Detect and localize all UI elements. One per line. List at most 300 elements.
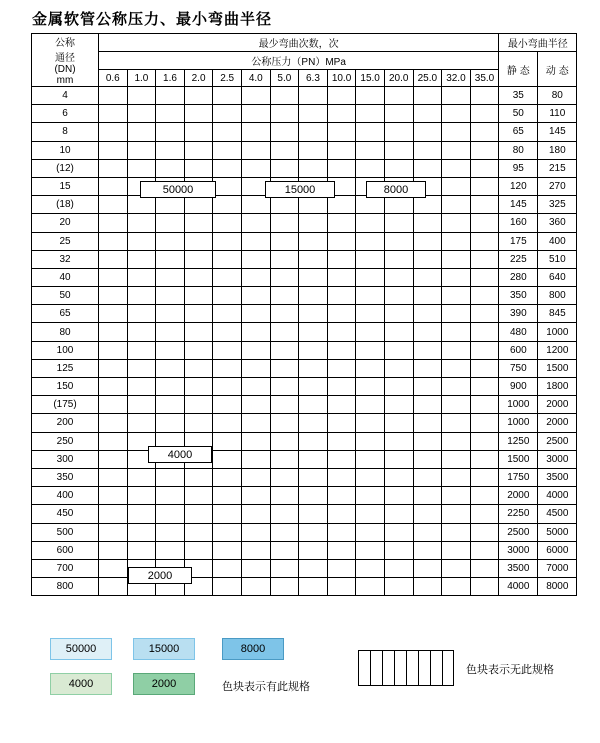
row-radius-static: 1750 — [499, 468, 538, 486]
cell-r0-c5 — [241, 87, 270, 105]
cell-r10-c6 — [270, 268, 299, 286]
cell-r14-c0 — [99, 341, 128, 359]
header-pressure-cols — [32, 70, 577, 87]
table-row — [32, 468, 577, 486]
row-radius-static: 1500 — [499, 450, 538, 468]
header-pressure-col-2: 1.6 — [156, 70, 185, 87]
row-radius-dynamic: 6000 — [538, 541, 577, 559]
row-dn: 300 — [32, 450, 99, 468]
cell-r18-c10 — [384, 414, 413, 432]
cell-r9-c4 — [213, 250, 242, 268]
cell-r7-c10 — [384, 214, 413, 232]
cell-r17-c11 — [413, 396, 442, 414]
row-dn: 400 — [32, 487, 99, 505]
cell-r7-c11 — [413, 214, 442, 232]
table-row — [32, 232, 577, 250]
cell-r23-c7 — [299, 505, 328, 523]
row-dn: 25 — [32, 232, 99, 250]
header-pressure-col-5: 4.0 — [241, 70, 270, 87]
cell-r7-c2 — [156, 214, 185, 232]
cell-r25-c8 — [327, 541, 356, 559]
cell-r18-c12 — [442, 414, 471, 432]
cell-r26-c5 — [241, 559, 270, 577]
cell-r23-c12 — [442, 505, 471, 523]
cell-r22-c4 — [213, 487, 242, 505]
cell-r19-c9 — [356, 432, 385, 450]
cell-r1-c3 — [184, 105, 213, 123]
cell-r4-c8 — [327, 159, 356, 177]
header-bend-times: 最少弯曲次数，次 — [99, 34, 499, 52]
table-row — [32, 414, 577, 432]
cell-r6-c2 — [156, 196, 185, 214]
legend-swatch-0: 50000 — [50, 638, 112, 660]
cell-r22-c9 — [356, 487, 385, 505]
cell-r1-c4 — [213, 105, 242, 123]
cell-r25-c5 — [241, 541, 270, 559]
cell-r22-c6 — [270, 487, 299, 505]
cell-r23-c2 — [156, 505, 185, 523]
cell-r15-c6 — [270, 359, 299, 377]
cell-r1-c2 — [156, 105, 185, 123]
cell-r27-c4 — [213, 578, 242, 596]
cell-r8-c13 — [470, 232, 499, 250]
cell-r24-c10 — [384, 523, 413, 541]
row-dn: 350 — [32, 468, 99, 486]
table-row — [32, 287, 577, 305]
cell-r0-c11 — [413, 87, 442, 105]
cell-r22-c8 — [327, 487, 356, 505]
cell-r13-c6 — [270, 323, 299, 341]
cell-r23-c0 — [99, 505, 128, 523]
cell-r26-c10 — [384, 559, 413, 577]
cell-r9-c10 — [384, 250, 413, 268]
table-row — [32, 250, 577, 268]
cell-r24-c11 — [413, 523, 442, 541]
row-dn: 4 — [32, 87, 99, 105]
cell-r16-c5 — [241, 378, 270, 396]
header-pressure-col-13: 35.0 — [470, 70, 499, 87]
cell-r22-c5 — [241, 487, 270, 505]
cell-r27-c6 — [270, 578, 299, 596]
cell-r9-c6 — [270, 250, 299, 268]
cell-r4-c13 — [470, 159, 499, 177]
row-radius-dynamic: 180 — [538, 141, 577, 159]
row-radius-static: 175 — [499, 232, 538, 250]
cell-r8-c7 — [299, 232, 328, 250]
cell-r21-c12 — [442, 468, 471, 486]
cell-r3-c6 — [270, 141, 299, 159]
cell-r23-c13 — [470, 505, 499, 523]
row-radius-dynamic: 1500 — [538, 359, 577, 377]
cell-r5-c12 — [442, 177, 471, 195]
cell-r9-c2 — [156, 250, 185, 268]
row-radius-dynamic: 3000 — [538, 450, 577, 468]
cell-r4-c2 — [156, 159, 185, 177]
cell-r3-c5 — [241, 141, 270, 159]
row-radius-static: 160 — [499, 214, 538, 232]
cell-r12-c0 — [99, 305, 128, 323]
row-radius-dynamic: 360 — [538, 214, 577, 232]
cell-r1-c6 — [270, 105, 299, 123]
cell-r18-c11 — [413, 414, 442, 432]
cell-r15-c1 — [127, 359, 156, 377]
cell-r21-c3 — [184, 468, 213, 486]
cell-r24-c8 — [327, 523, 356, 541]
header-dn-line-0: 公称 — [55, 38, 75, 49]
cell-r9-c3 — [184, 250, 213, 268]
cell-r19-c5 — [241, 432, 270, 450]
table-row — [32, 487, 577, 505]
cell-r13-c5 — [241, 323, 270, 341]
cell-r13-c3 — [184, 323, 213, 341]
row-dn: 450 — [32, 505, 99, 523]
cell-r10-c2 — [156, 268, 185, 286]
header-pressure-col-9: 15.0 — [356, 70, 385, 87]
cell-r9-c7 — [299, 250, 328, 268]
cell-r3-c7 — [299, 141, 328, 159]
row-radius-dynamic: 8000 — [538, 578, 577, 596]
cell-r3-c10 — [384, 141, 413, 159]
cell-r4-c6 — [270, 159, 299, 177]
header-radius: 最小弯曲半径 — [499, 34, 577, 52]
cell-r11-c4 — [213, 287, 242, 305]
cell-r17-c3 — [184, 396, 213, 414]
row-radius-static: 280 — [499, 268, 538, 286]
cell-r10-c0 — [99, 268, 128, 286]
row-dn: 500 — [32, 523, 99, 541]
cell-r3-c1 — [127, 141, 156, 159]
cell-r4-c11 — [413, 159, 442, 177]
cell-r7-c5 — [241, 214, 270, 232]
cell-r23-c8 — [327, 505, 356, 523]
cell-r14-c10 — [384, 341, 413, 359]
cell-r0-c9 — [356, 87, 385, 105]
cell-r12-c3 — [184, 305, 213, 323]
cell-r14-c8 — [327, 341, 356, 359]
cell-r10-c12 — [442, 268, 471, 286]
cell-r6-c11 — [413, 196, 442, 214]
cell-r15-c2 — [156, 359, 185, 377]
row-dn: 100 — [32, 341, 99, 359]
cell-r13-c13 — [470, 323, 499, 341]
cell-r20-c12 — [442, 450, 471, 468]
cell-r12-c12 — [442, 305, 471, 323]
cell-r8-c1 — [127, 232, 156, 250]
header-pressure: 公称压力（PN）MPa — [99, 52, 499, 70]
row-dn: 700 — [32, 559, 99, 577]
cell-r10-c3 — [184, 268, 213, 286]
cell-r9-c9 — [356, 250, 385, 268]
cell-r3-c3 — [184, 141, 213, 159]
cell-r10-c8 — [327, 268, 356, 286]
header-pressure-col-10: 20.0 — [384, 70, 413, 87]
table-row — [32, 268, 577, 286]
table-row — [32, 450, 577, 468]
cell-r15-c7 — [299, 359, 328, 377]
cell-r0-c6 — [270, 87, 299, 105]
cell-r16-c10 — [384, 378, 413, 396]
cell-r13-c4 — [213, 323, 242, 341]
cell-r16-c1 — [127, 378, 156, 396]
cell-r8-c0 — [99, 232, 128, 250]
cell-r6-c1 — [127, 196, 156, 214]
cell-r3-c13 — [470, 141, 499, 159]
header-pressure-col-0: 0.6 — [99, 70, 128, 87]
row-radius-static: 145 — [499, 196, 538, 214]
cell-r17-c9 — [356, 396, 385, 414]
legend-swatch-4: 2000 — [133, 673, 195, 695]
page-title: 金属软管公称压力、最小弯曲半径 — [32, 12, 273, 28]
cell-r0-c12 — [442, 87, 471, 105]
cell-r23-c6 — [270, 505, 299, 523]
row-radius-static: 900 — [499, 378, 538, 396]
table-row — [32, 323, 577, 341]
cell-r3-c0 — [99, 141, 128, 159]
cell-r6-c8 — [327, 196, 356, 214]
cell-r22-c10 — [384, 487, 413, 505]
cell-r14-c5 — [241, 341, 270, 359]
cell-r27-c10 — [384, 578, 413, 596]
cell-r6-c9 — [356, 196, 385, 214]
cell-r14-c2 — [156, 341, 185, 359]
cell-r18-c8 — [327, 414, 356, 432]
cell-r2-c7 — [299, 123, 328, 141]
cell-r24-c1 — [127, 523, 156, 541]
cell-r13-c0 — [99, 323, 128, 341]
cell-r21-c0 — [99, 468, 128, 486]
cell-r14-c3 — [184, 341, 213, 359]
table-row — [32, 141, 577, 159]
row-radius-static: 50 — [499, 105, 538, 123]
cell-r4-c0 — [99, 159, 128, 177]
row-radius-static: 225 — [499, 250, 538, 268]
cell-r21-c10 — [384, 468, 413, 486]
cell-r22-c7 — [299, 487, 328, 505]
cell-r24-c6 — [270, 523, 299, 541]
header-radius-static: 静 态 — [499, 52, 538, 87]
row-radius-static: 80 — [499, 141, 538, 159]
row-radius-static: 2250 — [499, 505, 538, 523]
cell-r15-c4 — [213, 359, 242, 377]
cell-r21-c4 — [213, 468, 242, 486]
cell-r14-c9 — [356, 341, 385, 359]
cell-r18-c6 — [270, 414, 299, 432]
cell-r9-c5 — [241, 250, 270, 268]
table-row — [32, 378, 577, 396]
row-radius-static: 3500 — [499, 559, 538, 577]
cell-r1-c8 — [327, 105, 356, 123]
cell-r21-c9 — [356, 468, 385, 486]
cell-r15-c0 — [99, 359, 128, 377]
cell-r18-c2 — [156, 414, 185, 432]
cell-r24-c3 — [184, 523, 213, 541]
cell-r16-c12 — [442, 378, 471, 396]
cell-r16-c3 — [184, 378, 213, 396]
header-pressure-col-7: 6.3 — [299, 70, 328, 87]
table-body — [32, 87, 577, 596]
value-box-2: 8000 — [366, 181, 426, 198]
cell-r2-c4 — [213, 123, 242, 141]
cell-r20-c9 — [356, 450, 385, 468]
row-radius-static: 2000 — [499, 487, 538, 505]
row-radius-dynamic: 1000 — [538, 323, 577, 341]
row-radius-static: 750 — [499, 359, 538, 377]
row-dn: 800 — [32, 578, 99, 596]
cell-r7-c9 — [356, 214, 385, 232]
cell-r2-c3 — [184, 123, 213, 141]
cell-r26-c6 — [270, 559, 299, 577]
cell-r14-c6 — [270, 341, 299, 359]
row-dn: 15 — [32, 177, 99, 195]
cell-r13-c11 — [413, 323, 442, 341]
cell-r10-c10 — [384, 268, 413, 286]
cell-r17-c7 — [299, 396, 328, 414]
cell-r8-c3 — [184, 232, 213, 250]
cell-r26-c11 — [413, 559, 442, 577]
row-radius-static: 3000 — [499, 541, 538, 559]
cell-r8-c9 — [356, 232, 385, 250]
cell-r18-c1 — [127, 414, 156, 432]
cell-r4-c3 — [184, 159, 213, 177]
cell-r4-c12 — [442, 159, 471, 177]
cell-r0-c3 — [184, 87, 213, 105]
cell-r17-c10 — [384, 396, 413, 414]
table-row — [32, 523, 577, 541]
table-row — [32, 214, 577, 232]
cell-r16-c7 — [299, 378, 328, 396]
cell-r16-c6 — [270, 378, 299, 396]
row-radius-static: 35 — [499, 87, 538, 105]
cell-r22-c2 — [156, 487, 185, 505]
cell-r27-c12 — [442, 578, 471, 596]
row-dn: 150 — [32, 378, 99, 396]
row-dn: 8 — [32, 123, 99, 141]
cell-r6-c12 — [442, 196, 471, 214]
cell-r27-c11 — [413, 578, 442, 596]
cell-r27-c0 — [99, 578, 128, 596]
cell-r26-c9 — [356, 559, 385, 577]
cell-r10-c5 — [241, 268, 270, 286]
cell-r9-c12 — [442, 250, 471, 268]
table-row — [32, 541, 577, 559]
cell-r1-c12 — [442, 105, 471, 123]
cell-r2-c5 — [241, 123, 270, 141]
cell-r25-c11 — [413, 541, 442, 559]
cell-r22-c1 — [127, 487, 156, 505]
row-radius-dynamic: 2000 — [538, 414, 577, 432]
row-radius-dynamic: 5000 — [538, 523, 577, 541]
cell-r10-c11 — [413, 268, 442, 286]
cell-r12-c1 — [127, 305, 156, 323]
row-dn: 32 — [32, 250, 99, 268]
cell-r17-c5 — [241, 396, 270, 414]
cell-r12-c8 — [327, 305, 356, 323]
cell-r17-c0 — [99, 396, 128, 414]
cell-r25-c3 — [184, 541, 213, 559]
cell-r0-c8 — [327, 87, 356, 105]
cell-r26-c8 — [327, 559, 356, 577]
cell-r1-c10 — [384, 105, 413, 123]
cell-r13-c12 — [442, 323, 471, 341]
row-dn: 600 — [32, 541, 99, 559]
cell-r7-c7 — [299, 214, 328, 232]
cell-r12-c13 — [470, 305, 499, 323]
cell-r2-c11 — [413, 123, 442, 141]
row-radius-static: 2500 — [499, 523, 538, 541]
cell-r22-c12 — [442, 487, 471, 505]
cell-r1-c5 — [241, 105, 270, 123]
cell-r27-c7 — [299, 578, 328, 596]
cell-r11-c7 — [299, 287, 328, 305]
cell-r20-c0 — [99, 450, 128, 468]
row-radius-dynamic: 2500 — [538, 432, 577, 450]
table-row — [32, 305, 577, 323]
cell-r19-c4 — [213, 432, 242, 450]
cell-r23-c4 — [213, 505, 242, 523]
legend-stripe-swatch — [358, 650, 454, 686]
cell-r15-c9 — [356, 359, 385, 377]
header-pressure-col-12: 32.0 — [442, 70, 471, 87]
cell-r13-c10 — [384, 323, 413, 341]
cell-r14-c4 — [213, 341, 242, 359]
cell-r6-c6 — [270, 196, 299, 214]
row-radius-static: 390 — [499, 305, 538, 323]
cell-r12-c5 — [241, 305, 270, 323]
cell-r21-c1 — [127, 468, 156, 486]
cell-r18-c5 — [241, 414, 270, 432]
row-radius-dynamic: 325 — [538, 196, 577, 214]
cell-r23-c9 — [356, 505, 385, 523]
cell-r2-c2 — [156, 123, 185, 141]
cell-r19-c0 — [99, 432, 128, 450]
row-radius-dynamic: 4000 — [538, 487, 577, 505]
cell-r2-c0 — [99, 123, 128, 141]
cell-r20-c7 — [299, 450, 328, 468]
legend-swatch-2: 8000 — [222, 638, 284, 660]
cell-r2-c12 — [442, 123, 471, 141]
header-pressure-col-1: 1.0 — [127, 70, 156, 87]
legend-swatch-1: 15000 — [133, 638, 195, 660]
row-radius-dynamic: 1800 — [538, 378, 577, 396]
cell-r25-c2 — [156, 541, 185, 559]
cell-r9-c11 — [413, 250, 442, 268]
cell-r9-c13 — [470, 250, 499, 268]
value-box-0: 50000 — [140, 181, 216, 198]
row-radius-dynamic: 400 — [538, 232, 577, 250]
cell-r11-c1 — [127, 287, 156, 305]
cell-r24-c13 — [470, 523, 499, 541]
cell-r2-c10 — [384, 123, 413, 141]
cell-r21-c5 — [241, 468, 270, 486]
cell-r18-c9 — [356, 414, 385, 432]
cell-r20-c11 — [413, 450, 442, 468]
cell-r18-c0 — [99, 414, 128, 432]
cell-r26-c4 — [213, 559, 242, 577]
row-radius-static: 480 — [499, 323, 538, 341]
cell-r2-c9 — [356, 123, 385, 141]
cell-r0-c4 — [213, 87, 242, 105]
cell-r7-c1 — [127, 214, 156, 232]
row-radius-static: 350 — [499, 287, 538, 305]
row-radius-dynamic: 110 — [538, 105, 577, 123]
cell-r2-c6 — [270, 123, 299, 141]
cell-r21-c11 — [413, 468, 442, 486]
cell-r0-c13 — [470, 87, 499, 105]
cell-r6-c3 — [184, 196, 213, 214]
cell-r7-c4 — [213, 214, 242, 232]
row-radius-dynamic: 3500 — [538, 468, 577, 486]
cell-r8-c6 — [270, 232, 299, 250]
